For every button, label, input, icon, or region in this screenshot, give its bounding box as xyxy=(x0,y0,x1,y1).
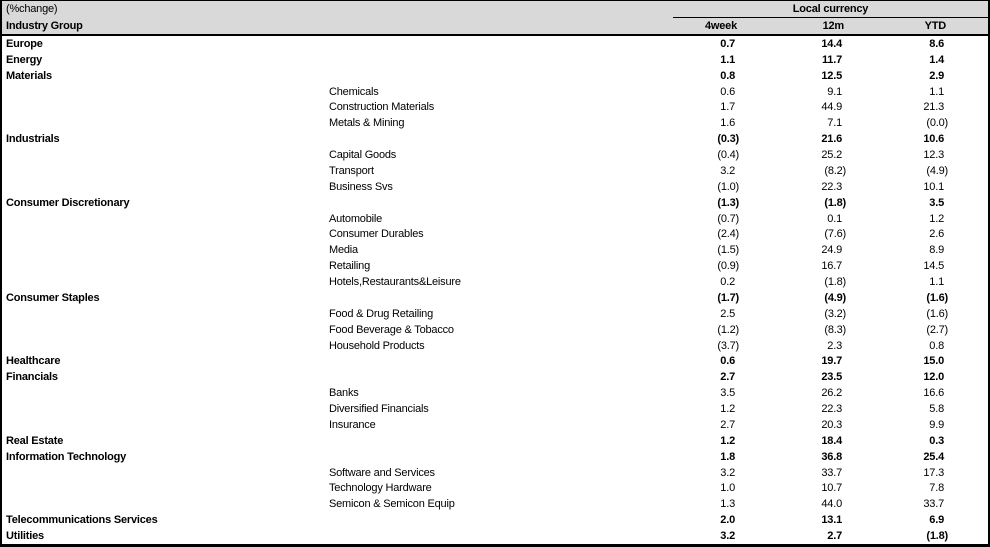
value-12m: 36.8 xyxy=(821,450,842,463)
value-ytd: 21.3 xyxy=(923,101,944,114)
value-4week: (1.2) xyxy=(717,323,739,336)
value-12m: 26.2 xyxy=(821,387,842,400)
table-row xyxy=(2,306,988,322)
value-4week: (2.4) xyxy=(717,228,739,241)
industry-label: Media xyxy=(329,244,358,257)
industry-label: Metals & Mining xyxy=(329,117,405,130)
table-row xyxy=(2,528,988,544)
value-12m: 33.7 xyxy=(821,466,842,479)
value-ytd: 8.9 xyxy=(929,244,944,257)
industry-label: Industrials xyxy=(6,133,60,146)
value-4week: (0.9) xyxy=(717,260,739,273)
value-4week: 3.2 xyxy=(720,164,735,177)
value-12m: 11.7 xyxy=(821,53,842,66)
column-header-ytd: YTD xyxy=(924,20,946,32)
value-4week: (1.5) xyxy=(717,244,739,257)
table-row xyxy=(2,258,988,274)
value-ytd: 6.9 xyxy=(929,514,944,527)
industry-label: Capital Goods xyxy=(329,149,397,162)
value-4week: 2.5 xyxy=(720,307,735,320)
value-12m: 2.3 xyxy=(827,339,842,352)
industry-label: Household Products xyxy=(329,339,425,352)
value-4week: 0.2 xyxy=(720,276,735,289)
value-4week: (1.3) xyxy=(717,196,739,209)
value-4week: 0.6 xyxy=(720,355,735,368)
table-row xyxy=(2,195,988,211)
value-4week: 3.2 xyxy=(720,530,735,543)
industry-label: Construction Materials xyxy=(329,101,435,114)
industry-label: Europe xyxy=(6,37,43,50)
value-ytd: 1.2 xyxy=(929,212,944,225)
industry-label: Diversified Financials xyxy=(329,403,429,416)
value-ytd: 12.3 xyxy=(923,149,944,162)
table-row xyxy=(2,115,988,131)
value-ytd: 1.1 xyxy=(929,85,944,98)
value-12m: 25.2 xyxy=(821,149,842,162)
value-4week: (0.3) xyxy=(717,133,739,146)
value-12m: 2.7 xyxy=(827,530,842,543)
value-12m: 22.3 xyxy=(821,403,842,416)
value-ytd: (1.6) xyxy=(926,291,948,304)
value-4week: 0.6 xyxy=(720,85,735,98)
table-row xyxy=(2,417,988,433)
value-ytd: 16.6 xyxy=(923,387,944,400)
value-ytd: 2.9 xyxy=(929,69,944,82)
industry-label: Business Svs xyxy=(329,180,393,193)
value-4week: 2.7 xyxy=(720,418,735,431)
table-row xyxy=(2,68,988,84)
value-ytd: 1.1 xyxy=(929,276,944,289)
value-12m: 10.7 xyxy=(821,482,842,495)
value-12m: 13.1 xyxy=(821,514,842,527)
value-4week: 1.0 xyxy=(720,482,735,495)
value-ytd: 9.9 xyxy=(929,418,944,431)
value-ytd: (4.9) xyxy=(926,164,948,177)
industry-label: Technology Hardware xyxy=(329,482,432,495)
table-row xyxy=(2,36,988,52)
table-row xyxy=(2,100,988,116)
value-4week: (0.4) xyxy=(717,149,739,162)
table-row xyxy=(2,385,988,401)
value-4week: 1.7 xyxy=(720,101,735,114)
value-ytd: 3.5 xyxy=(929,196,944,209)
industry-label: Banks xyxy=(329,387,359,400)
value-12m: (8.2) xyxy=(824,164,846,177)
value-12m: 16.7 xyxy=(821,260,842,273)
table-row xyxy=(2,322,988,338)
value-12m: 44.9 xyxy=(821,101,842,114)
value-12m: 0.1 xyxy=(827,212,842,225)
value-4week: 3.2 xyxy=(720,466,735,479)
value-12m: 9.1 xyxy=(827,85,842,98)
table-body xyxy=(2,36,988,544)
industry-label: Hotels,Restaurants&Leisure xyxy=(329,276,461,289)
value-ytd: 25.4 xyxy=(923,450,944,463)
industry-label: Insurance xyxy=(329,418,376,431)
table-row xyxy=(2,338,988,354)
value-4week: 0.8 xyxy=(720,69,735,82)
value-12m: (3.2) xyxy=(824,307,846,320)
percent-change-label: (%change) xyxy=(6,3,58,15)
value-ytd: 10.6 xyxy=(923,133,944,146)
value-12m: 19.7 xyxy=(821,355,842,368)
value-ytd: (0.0) xyxy=(926,117,948,130)
table-row xyxy=(2,52,988,68)
value-12m: (1.8) xyxy=(824,196,846,209)
value-ytd: 2.6 xyxy=(929,228,944,241)
value-4week: 0.7 xyxy=(720,37,735,50)
table-row xyxy=(2,496,988,512)
industry-label: Utilities xyxy=(6,530,44,543)
industry-label: Semicon & Semicon Equip xyxy=(329,498,455,511)
table-header xyxy=(2,1,988,36)
value-ytd: 5.8 xyxy=(929,403,944,416)
value-ytd: (1.6) xyxy=(926,307,948,320)
column-header-12m: 12m xyxy=(822,20,844,32)
industry-label: Healthcare xyxy=(6,355,61,368)
value-ytd: 7.8 xyxy=(929,482,944,495)
value-12m: 12.5 xyxy=(821,69,842,82)
table-row xyxy=(2,163,988,179)
table-row xyxy=(2,131,988,147)
table-row xyxy=(2,179,988,195)
value-ytd: 8.6 xyxy=(929,37,944,50)
value-12m: 44.0 xyxy=(821,498,842,511)
value-4week: (3.7) xyxy=(717,339,739,352)
column-header-4week: 4week xyxy=(704,20,737,32)
local-currency-group-header: Local currency xyxy=(673,1,988,18)
table-row xyxy=(2,449,988,465)
value-12m: (8.3) xyxy=(824,323,846,336)
value-ytd: 12.0 xyxy=(923,371,944,384)
industry-group-header: Industry Group xyxy=(6,20,83,32)
value-12m: 7.1 xyxy=(827,117,842,130)
industry-label: Consumer Staples xyxy=(6,291,100,304)
table-row xyxy=(2,354,988,370)
value-ytd: (2.7) xyxy=(926,323,948,336)
table-row xyxy=(2,227,988,243)
value-4week: 2.7 xyxy=(720,371,735,384)
value-ytd: 10.1 xyxy=(923,180,944,193)
industry-label: Chemicals xyxy=(329,85,379,98)
value-4week: 1.8 xyxy=(720,450,735,463)
value-ytd: 17.3 xyxy=(923,466,944,479)
industry-label: Food Beverage & Tobacco xyxy=(329,323,454,336)
value-ytd: 33.7 xyxy=(923,498,944,511)
industry-label: Transport xyxy=(329,164,374,177)
header-end-spacer xyxy=(948,18,988,34)
table-row xyxy=(2,211,988,227)
industry-label: Energy xyxy=(6,53,43,66)
table-row xyxy=(2,147,988,163)
value-4week: 3.5 xyxy=(720,387,735,400)
table-row xyxy=(2,290,988,306)
value-12m: 22.3 xyxy=(821,180,842,193)
industry-label: Retailing xyxy=(329,260,371,273)
industry-label: Food & Drug Retailing xyxy=(329,307,434,320)
value-12m: (4.9) xyxy=(824,291,846,304)
table-row xyxy=(2,274,988,290)
industry-label: Real Estate xyxy=(6,434,64,447)
industry-label: Software and Services xyxy=(329,466,435,479)
industry-label: Consumer Durables xyxy=(329,228,424,241)
table-row xyxy=(2,465,988,481)
value-12m: 14.4 xyxy=(821,37,842,50)
value-12m: (1.8) xyxy=(824,276,846,289)
value-12m: 18.4 xyxy=(821,434,842,447)
industry-label: Information Technology xyxy=(6,450,127,463)
table-row xyxy=(2,242,988,258)
table-row xyxy=(2,401,988,417)
value-ytd: (1.8) xyxy=(926,530,948,543)
value-12m: 23.5 xyxy=(821,371,842,384)
value-ytd: 15.0 xyxy=(923,355,944,368)
value-4week: 1.2 xyxy=(720,434,735,447)
industry-label: Consumer Discretionary xyxy=(6,196,130,209)
table-row xyxy=(2,481,988,497)
value-12m: 20.3 xyxy=(821,418,842,431)
value-4week: (1.7) xyxy=(717,291,739,304)
value-4week: 1.2 xyxy=(720,403,735,416)
table-row xyxy=(2,512,988,528)
header-row-columns xyxy=(2,18,988,34)
header-row-top xyxy=(2,1,988,18)
value-4week: 1.3 xyxy=(720,498,735,511)
value-4week: 1.1 xyxy=(720,53,735,66)
industry-label: Financials xyxy=(6,371,58,384)
industry-label: Automobile xyxy=(329,212,383,225)
table-row xyxy=(2,433,988,449)
value-ytd: 1.4 xyxy=(929,53,944,66)
industry-label: Materials xyxy=(6,69,52,82)
value-ytd: 0.8 xyxy=(929,339,944,352)
value-12m: (7.6) xyxy=(824,228,846,241)
value-ytd: 0.3 xyxy=(929,434,944,447)
value-12m: 21.6 xyxy=(821,133,842,146)
value-4week: 1.6 xyxy=(720,117,735,130)
table-row xyxy=(2,369,988,385)
industry-label: Telecommunications Services xyxy=(6,514,158,527)
value-4week: (1.0) xyxy=(717,180,739,193)
value-12m: 24.9 xyxy=(821,244,842,257)
value-4week: (0.7) xyxy=(717,212,739,225)
value-ytd: 14.5 xyxy=(923,260,944,273)
table-row xyxy=(2,84,988,100)
value-4week: 2.0 xyxy=(720,514,735,527)
